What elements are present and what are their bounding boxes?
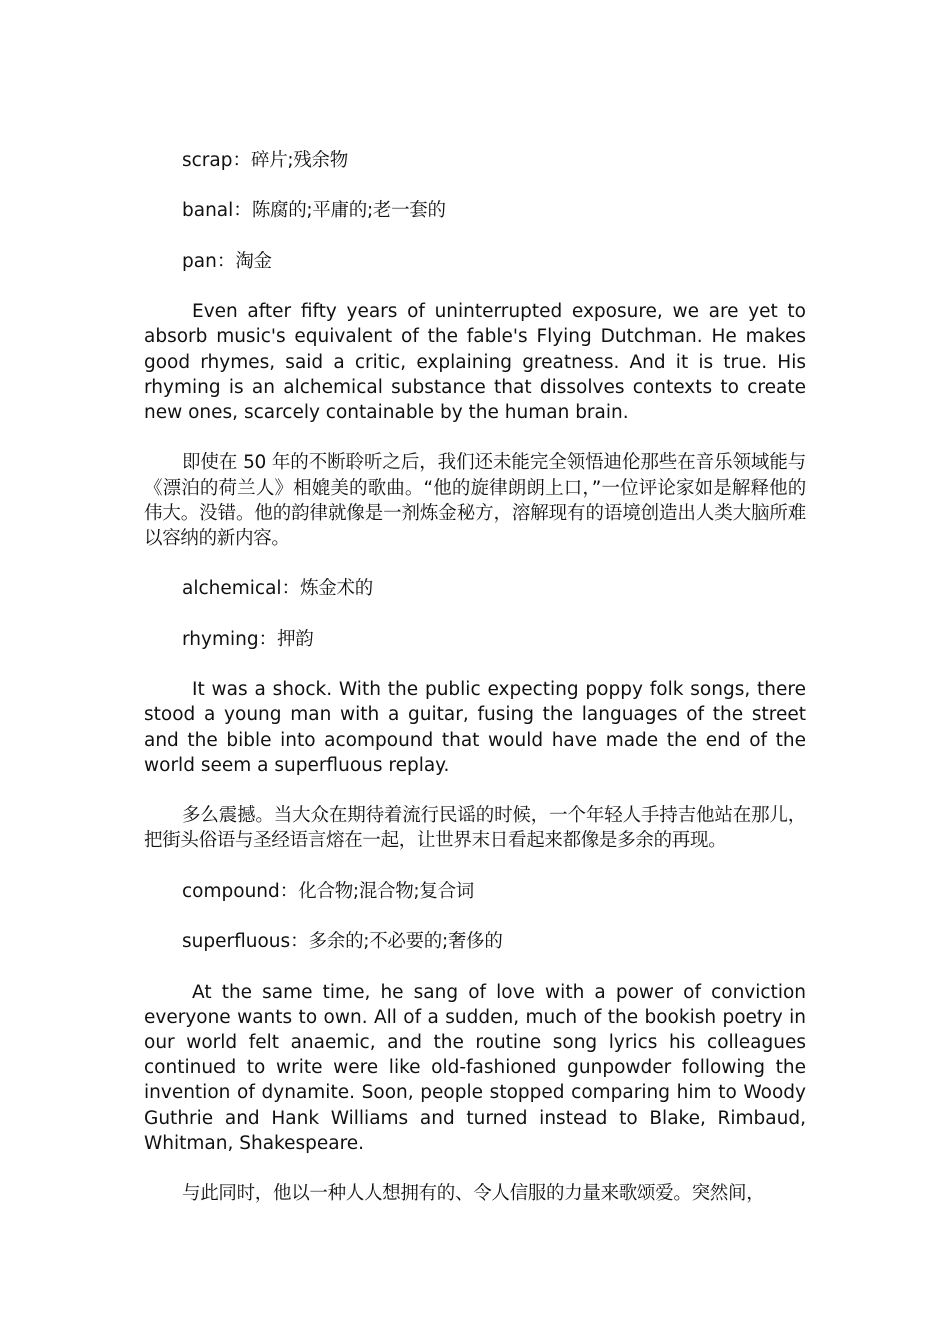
vocab-separator: ：	[233, 200, 252, 222]
vocab-entry	[144, 249, 806, 274]
vocab-entry	[144, 929, 806, 954]
vocab-word: rhyming	[182, 628, 259, 650]
english-paragraph: It was a shock. With the public expecting poppy folk songs, there stood a young man with a guitar, fusing the languages of the street and the bible into acompound that would have made the end of the world seem a superfluous replay.	[144, 679, 806, 776]
vocab-entry	[144, 627, 806, 652]
vocab-word: banal	[182, 200, 234, 222]
vocab-meaning: 碎片;残余物	[251, 150, 348, 171]
vocab-word: alchemical	[182, 578, 282, 600]
vocab-separator: ：	[216, 250, 236, 272]
vocab-meaning: 陈腐的;平庸的;老一套的	[251, 200, 446, 222]
vocab-meaning: 炼金术的	[300, 578, 373, 600]
vocab-word: superfluous	[182, 931, 291, 953]
document-page	[144, 148, 806, 1232]
vocab-meaning: 淘金	[235, 250, 272, 272]
vocab-separator: ：	[290, 931, 309, 953]
vocab-separator: ：	[232, 150, 252, 171]
vocab-entry	[144, 576, 806, 601]
vocab-meaning: 化合物;混合物;复合词	[298, 880, 474, 902]
vocab-entry	[144, 198, 806, 223]
english-paragraph: At the same time, he sang of love with a power of conviction everyone wants to own. All of a sudden, much of the bookish poetry in our world felt anaemic, and the routine song lyrics his colleagues continued to write were like old-fashioned gunpowder following the invention of dynamite. Soon, people stopped comparing him to Woody Guthrie and Hank Williams and turned instead to Blake, Rimbaud, Whitman, Shakespeare.	[144, 981, 806, 1154]
english-paragraph: Even after fifty years of uninterrupted exposure, we are yet to absorb music's equivalent of the fable's Flying Dutchman. He makes good rhymes, said a critic, explaining greatness. And it is true. His rhyming is an alchemical substance that dissolves contexts to create new ones, scarcely containable by the human brain.	[144, 301, 806, 423]
vocab-word: scrap	[182, 150, 233, 171]
vocab-entry	[144, 148, 806, 173]
vocab-word: compound	[182, 880, 280, 902]
vocab-meaning: 多余的;不必要的;奢侈的	[308, 931, 503, 953]
vocab-entry	[144, 879, 806, 904]
vocab-separator: ：	[281, 578, 301, 600]
vocab-word: pan	[182, 250, 217, 272]
chinese-paragraph: 多么震撼。当大众在期待着流行民谣的时候，一个年轻人手持吉他站在那儿，把街头俗语与圣经语言熔在一起，让世界末日看起来都像是多余的再现。	[144, 805, 806, 852]
vocab-meaning: 押韵	[277, 628, 314, 650]
vocab-separator: ：	[258, 628, 278, 650]
vocab-separator: ：	[279, 880, 299, 902]
chinese-paragraph: 与此同时，他以一种人人想拥有的、令人信服的力量来歌颂爱。突然间，	[182, 1183, 765, 1205]
chinese-paragraph: 即使在 50 年的不断聆听之后，我们还未能完全领悟迪伦那些在音乐领域能与《漂泊的荷兰人》相媲美的歌曲。“他的旋律朗朗上口，”一位评论家如是解释他的伟大。没错。他的韵律就像是一剂炼金秘方，溶解现有的语境创造出人类大脑所难以容纳的新内容。	[144, 452, 806, 549]
